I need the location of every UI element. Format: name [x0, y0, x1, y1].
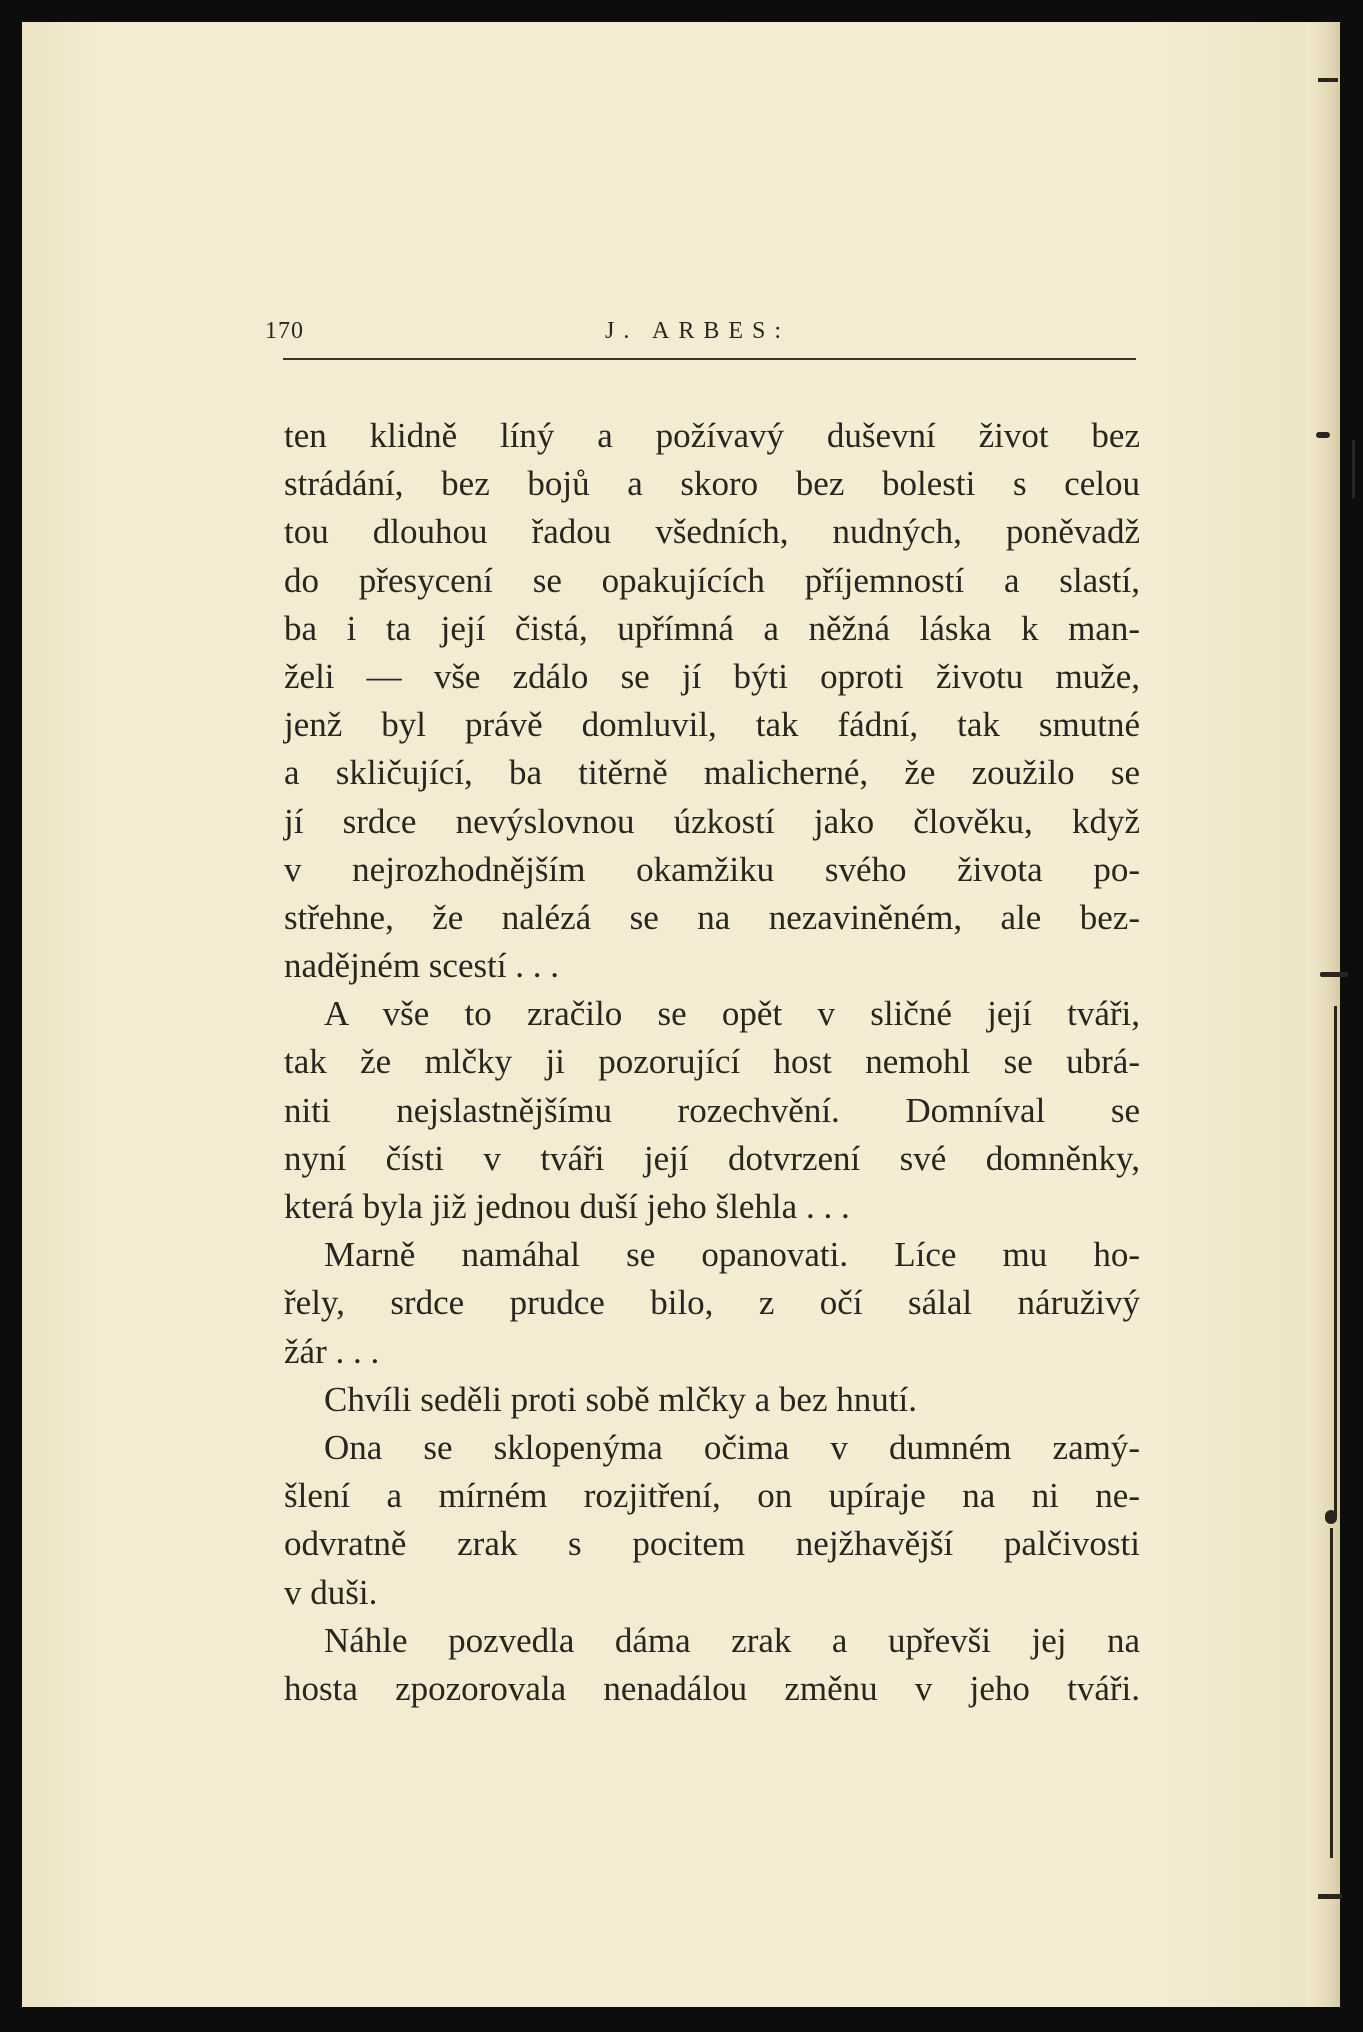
text-line: v nejrozhodnějším okamžiku svého života po-	[284, 849, 1140, 889]
text-line: která byla již jednou duší jeho šlehla . . .	[284, 1187, 850, 1226]
text-line: žár . . .	[284, 1331, 380, 1371]
edge-mark-1	[1318, 78, 1338, 82]
text-line: Chvíli seděli proti sobě mlčky a bez hnutí.	[324, 1379, 917, 1419]
body-text	[284, 412, 1140, 1713]
edge-mark-8	[1318, 1894, 1342, 1899]
text-line: A vše to zračilo se opět v sličné její tváři,	[324, 994, 1140, 1034]
text-line: do přesycení se opakujících příjemností a slastí,	[284, 560, 1140, 600]
text-line: Marně namáhal se opanovati. Líce mu ho-	[324, 1235, 1140, 1275]
text-line: Ona se sklopenýma očima v dumném zamý-	[324, 1427, 1140, 1467]
text-line: střehne, že nalézá se na nezaviněném, ale bez-	[284, 897, 1140, 937]
text-line: želi — vše zdálo se jí býti oproti životu muže,	[284, 656, 1140, 696]
text-line: tou dlouhou řadou všedních, nudných, poněvadž	[284, 512, 1140, 552]
edge-mark-3	[1352, 440, 1355, 498]
edge-mark-7	[1330, 1528, 1333, 1858]
text-line: strádání, bez bojů a skoro bez bolesti s celou	[284, 464, 1140, 504]
text-line: v duši.	[284, 1572, 378, 1612]
text-line: jí srdce nevýslovnou úzkostí jako člověku, když	[284, 801, 1140, 841]
edge-mark-4	[1320, 972, 1348, 977]
text-line: ba i ta její čistá, upřímná a něžná láska k man-	[284, 608, 1140, 648]
text-line: Náhle pozvedla dáma zrak a upřevši jej na	[324, 1620, 1140, 1660]
text-line: nadějném scestí . . .	[284, 946, 560, 986]
edge-mark-2	[1316, 432, 1330, 438]
text-line: niti nejslastnějšímu rozechvění. Domníval se	[284, 1090, 1140, 1130]
text-line: nyní čísti v tváři její dotvrzení své domněnky,	[284, 1138, 1140, 1178]
text-line: a skličující, ba titěrně malicherné, že zoužilo se	[284, 753, 1140, 793]
text-line: odvratně zrak s pocitem nejžhavější palčivosti	[284, 1524, 1140, 1564]
text-line: řely, srdce prudce bilo, z očí sálal náruživý	[284, 1283, 1140, 1323]
edge-mark-5	[1334, 1006, 1337, 1516]
running-head: J. ARBES:	[605, 318, 791, 344]
text-line: ten klidně líný a požívavý duševní život bez	[284, 416, 1140, 455]
header-rule	[283, 358, 1136, 360]
text-line: jenž byl právě domluvil, tak fádní, tak smutné	[284, 705, 1140, 745]
text-line: tak že mlčky ji pozorující host nemohl se ubrá-	[284, 1042, 1140, 1082]
text-line: hosta zpozorovala nenadálou změnu v jeho tváři.	[284, 1668, 1140, 1708]
edge-mark-6	[1325, 1510, 1337, 1524]
text-line: šlení a mírném rozjitření, on upíraje na ni ne-	[284, 1476, 1140, 1516]
page-number: 170	[265, 318, 304, 344]
page-header	[265, 318, 1135, 358]
